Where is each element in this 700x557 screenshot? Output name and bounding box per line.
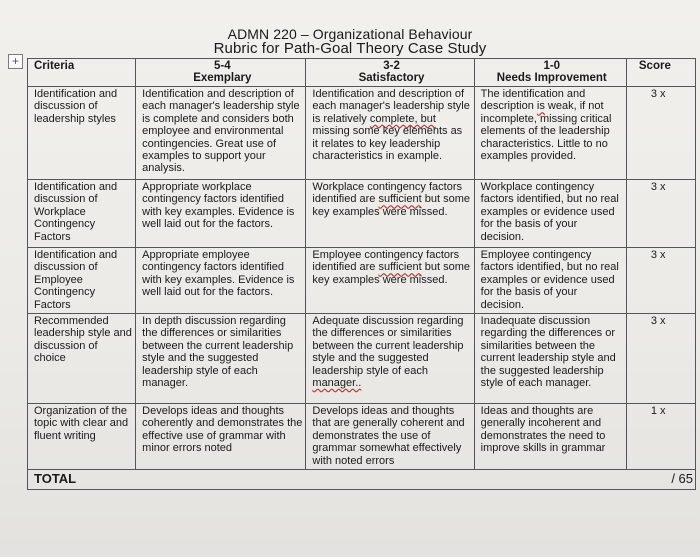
header-criteria [28, 59, 136, 87]
satisfactory-text-end: but some key examples were missed. [312, 261, 470, 286]
satisfactory-text-end: missing some key elements as it relates to key leadership characteristics in example. [312, 125, 463, 163]
total-row [28, 470, 696, 490]
needs-underlined: is [536, 100, 545, 113]
score-cell[interactable]: 3 x [626, 314, 695, 404]
needs-cell: Ideas and thoughts are generally incoherent and demonstrates the need to improve skills in grammar [474, 404, 626, 470]
satisfactory-underlined: complete, but [369, 112, 436, 125]
table-row [28, 180, 696, 248]
criteria-cell: Organization of the topic with clear and fluent writing [28, 404, 136, 470]
header-satisfactory-label: Satisfactory [358, 72, 425, 85]
exemplary-cell: Develops ideas and thoughts coherently and demonstrates the effective use of grammar with minor errors noted [136, 404, 306, 470]
satisfactory-text: Workplace contingency factors identified are [312, 181, 462, 206]
satisfactory-text: Adequate discussion regarding the differences or similarities between the current leadership style and the suggested leadership style of each [312, 315, 464, 377]
header-exemplary-points: 5-4 [213, 60, 231, 72]
exemplary-cell: Identification and description of each manager's leadership style is complete and considers both employee and environmental contingencies. Great use of examples to support your analysis. [136, 87, 306, 180]
score-cell[interactable]: 3 x [626, 248, 695, 314]
header-satisfactory [306, 59, 474, 87]
needs-text: The identification and description [480, 88, 586, 113]
needs-text: Workplace contingency factors identified, but no real examples or evidence used for the basis of your decision. [480, 181, 619, 243]
satisfactory-text-end: but some key examples were missed. [312, 193, 470, 218]
header-exemplary [136, 59, 306, 87]
total-value[interactable]: / 65 [626, 470, 695, 490]
satisfactory-text: Employee contingency factors identified are [312, 249, 460, 274]
rubric-table [27, 58, 696, 490]
satisfactory-underlined: sufficient [378, 193, 422, 206]
course-title: ADMN 220 – Organizational Behaviour [227, 26, 473, 42]
satisfactory-text: Identification and description of each manager's leadership style is relatively [312, 88, 470, 125]
header-criteria-label: Criteria [34, 60, 75, 72]
needs-cell [474, 87, 626, 180]
total-spacer [306, 470, 474, 490]
table-row [28, 404, 696, 470]
header-satisfactory-points: 3-2 [383, 60, 400, 72]
header-needs-label: Needs Improvement [496, 72, 607, 85]
header-row [28, 59, 696, 87]
criteria-cell: Identification and discussion of Workplace Contingency Factors [28, 180, 136, 248]
score-cell[interactable]: 3 x [626, 180, 695, 248]
needs-text: Employee contingency factors identified, but no real examples or evidence used for the basis of your decision. [480, 249, 619, 311]
document-subtitle [0, 40, 700, 57]
satisfactory-underlined: manager.. [312, 377, 362, 390]
table-row [28, 87, 696, 180]
total-spacer [136, 470, 306, 490]
score-cell[interactable]: 3 x [626, 87, 695, 180]
needs-cell [474, 248, 626, 314]
exemplary-cell: Appropriate employee contingency factors identified with key examples. Evidence is well laid out for the factors. [136, 248, 306, 314]
satisfactory-cell [306, 314, 474, 404]
header-score-label: Score [638, 60, 671, 72]
total-label: TOTAL [28, 470, 136, 490]
satisfactory-cell [306, 87, 474, 180]
satisfactory-cell [306, 248, 474, 314]
rubric-title: Rubric for Path-Goal Theory Case Study [213, 40, 487, 57]
needs-text: Inadequate discussion regarding the differences or similarities between the current leadership style and the suggested leadership style of each manager. [480, 315, 616, 390]
header-needs-points: 1-0 [543, 60, 561, 72]
criteria-cell: Identification and discussion of leadership styles [28, 87, 136, 180]
total-spacer [474, 470, 626, 490]
score-cell[interactable]: 1 x [626, 404, 695, 470]
table-move-handle-icon[interactable]: + [8, 54, 23, 69]
satisfactory-cell: Develops ideas and thoughts that are generally coherent and demonstrates the use of grammar somewhat effectively with noted errors [306, 404, 474, 470]
exemplary-cell: Appropriate workplace contingency factors identified with key examples. Evidence is well laid out for the factors. [136, 180, 306, 248]
header-exemplary-label: Exemplary [193, 72, 252, 85]
needs-cell [474, 314, 626, 404]
criteria-cell: Identification and discussion of Employee Contingency Factors [28, 248, 136, 314]
satisfactory-underlined: sufficient [378, 261, 422, 274]
satisfactory-cell [306, 180, 474, 248]
needs-cell [474, 180, 626, 248]
table-row [28, 248, 696, 314]
header-needs-improvement [474, 59, 626, 87]
header-score [626, 59, 695, 87]
needs-text-end: weak, if not incomplete, missing critical elements of the leadership characteristics. Little to no examples provided. [480, 100, 612, 163]
table-row [28, 314, 696, 404]
exemplary-cell: In depth discussion regarding the differences or similarities between the current leadership style and the suggested leadership style of each manager. [136, 314, 306, 404]
criteria-cell: Recommended leadership style and discussion of choice [28, 314, 136, 404]
